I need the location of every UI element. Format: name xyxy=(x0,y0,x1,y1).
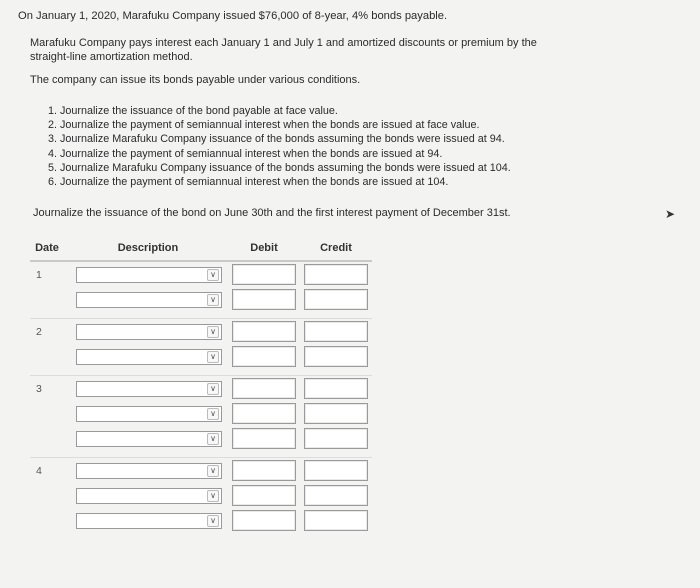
debit-input[interactable] xyxy=(232,321,296,342)
chevron-down-icon: ∨ xyxy=(207,465,219,477)
problem-statement: On January 1, 2020, Marafuku Company issued $76,000 of 8-year, 4% bonds payable. xyxy=(18,10,448,22)
journal-row xyxy=(30,401,372,426)
task-step: 1. Journalize the issuance of the bond payable at face value. xyxy=(48,105,338,117)
chevron-down-icon: ∨ xyxy=(207,515,219,527)
chevron-down-icon: ∨ xyxy=(207,269,219,281)
task-step: 4. Journalize the payment of semiannual interest when the bonds are issued at 94. xyxy=(48,147,443,160)
credit-input[interactable] xyxy=(304,428,368,449)
credit-input[interactable] xyxy=(304,485,368,506)
credit-input[interactable] xyxy=(304,321,368,342)
debit-input[interactable] xyxy=(232,510,296,531)
debit-input[interactable] xyxy=(232,428,296,449)
entry-date: 3 xyxy=(36,382,42,395)
description-select[interactable] xyxy=(76,513,222,529)
description-select[interactable] xyxy=(76,324,222,340)
credit-input[interactable] xyxy=(304,378,368,399)
journal-row xyxy=(30,261,372,287)
credit-input[interactable] xyxy=(304,510,368,531)
header-credit: Credit xyxy=(300,236,372,261)
description-select[interactable] xyxy=(76,488,222,504)
journal-row xyxy=(30,508,372,533)
problem-conditions: The company can issue its bonds payable under various conditions. xyxy=(30,74,361,86)
credit-input[interactable] xyxy=(304,460,368,481)
entry-date: 2 xyxy=(36,325,42,338)
chevron-down-icon: ∨ xyxy=(207,326,219,338)
header-debit: Debit xyxy=(228,236,300,261)
journal-row xyxy=(30,287,372,312)
problem-interest-terms: Marafuku Company pays interest each January 1 and July 1 and amortized discounts or premium by the straight-line amortization method. xyxy=(30,37,537,63)
description-select[interactable] xyxy=(76,292,222,308)
credit-input[interactable] xyxy=(304,264,368,285)
debit-input[interactable] xyxy=(232,460,296,481)
journal-entry-table xyxy=(30,236,372,533)
chevron-down-icon: ∨ xyxy=(207,433,219,445)
pointer-cursor-icon: ➤ xyxy=(665,207,676,221)
chevron-down-icon: ∨ xyxy=(207,490,219,502)
description-select[interactable] xyxy=(76,267,222,283)
debit-input[interactable] xyxy=(232,403,296,424)
journal-row xyxy=(30,426,372,451)
entry-date: 4 xyxy=(36,464,42,477)
debit-input[interactable] xyxy=(232,378,296,399)
description-select[interactable] xyxy=(76,431,222,447)
debit-input[interactable] xyxy=(232,264,296,285)
journal-instruction: Journalize the issuance of the bond on June 30th and the first interest payment of December 31st. xyxy=(33,207,511,219)
debit-input[interactable] xyxy=(232,346,296,367)
journal-row xyxy=(30,376,372,402)
credit-input[interactable] xyxy=(304,403,368,424)
task-step: 2. Journalize the payment of semiannual interest when the bonds are issued at face value. xyxy=(48,119,480,132)
description-select[interactable] xyxy=(76,349,222,365)
header-description: Description xyxy=(64,236,228,261)
journal-row xyxy=(30,344,372,369)
task-step: 5. Journalize Marafuku Company issuance of the bonds assuming the bonds were issued at 104. xyxy=(48,161,511,174)
task-step: 3. Journalize Marafuku Company issuance of the bonds assuming the bonds were issued at 94. xyxy=(48,133,505,146)
description-select[interactable] xyxy=(76,381,222,397)
task-steps-list xyxy=(48,104,511,189)
chevron-down-icon: ∨ xyxy=(207,408,219,420)
chevron-down-icon: ∨ xyxy=(207,351,219,363)
chevron-down-icon: ∨ xyxy=(207,294,219,306)
header-date: Date xyxy=(30,236,64,261)
entry-date: 1 xyxy=(36,268,42,281)
credit-input[interactable] xyxy=(304,346,368,367)
chevron-down-icon: ∨ xyxy=(207,383,219,395)
debit-input[interactable] xyxy=(232,485,296,506)
description-select[interactable] xyxy=(76,463,222,479)
description-select[interactable] xyxy=(76,406,222,422)
credit-input[interactable] xyxy=(304,289,368,310)
debit-input[interactable] xyxy=(232,289,296,310)
journal-row xyxy=(30,319,372,345)
journal-row xyxy=(30,483,372,508)
task-step: 6. Journalize the payment of semiannual interest when the bonds are issued at 104. xyxy=(48,176,449,189)
journal-row xyxy=(30,458,372,484)
